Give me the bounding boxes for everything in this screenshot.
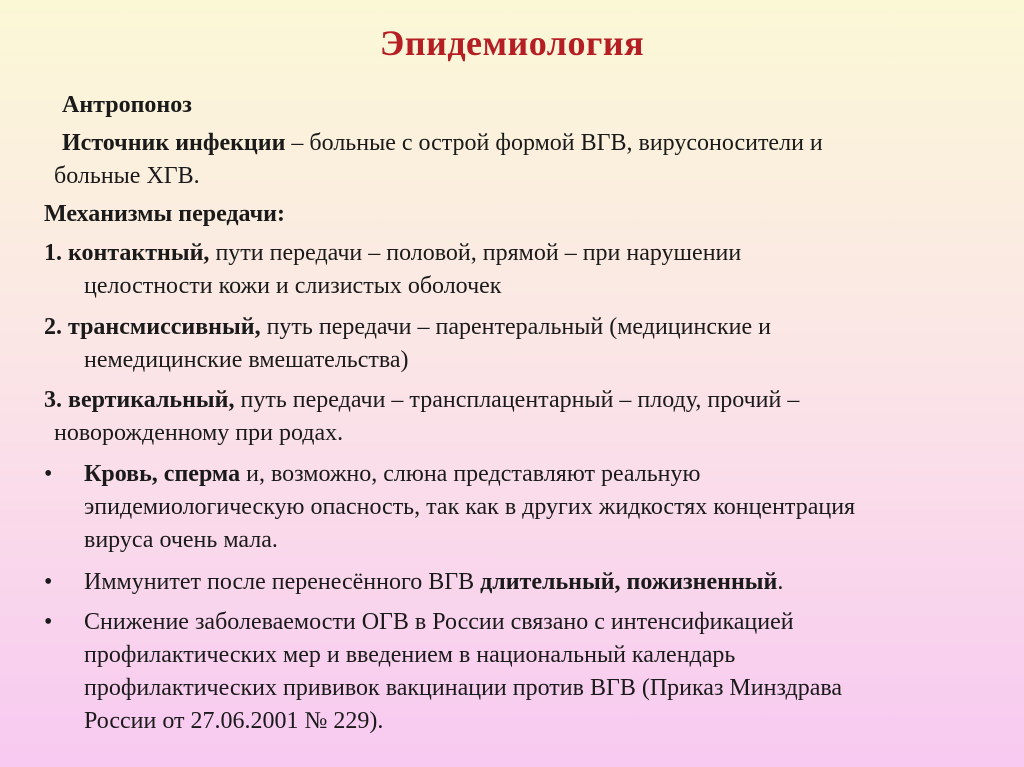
mechanism-contact-text: пути передачи – половой, прямой – при нарушении bbox=[209, 240, 742, 266]
bullet-marker: • bbox=[44, 461, 53, 487]
bullet-blood-text: и, возможно, слюна представляют реальную bbox=[240, 461, 701, 487]
infection-source-label: Источник инфекции bbox=[62, 130, 286, 156]
bullet-immunity-line bbox=[84, 566, 783, 599]
bullet-marker: • bbox=[44, 609, 53, 635]
bullet-blood-line-2: эпидемиологическую опасность, так как в других жидкостях концентрация bbox=[84, 494, 856, 520]
mechanism-transmissive bbox=[44, 311, 771, 344]
infection-source-line bbox=[62, 127, 823, 160]
slide-title: Эпидемиология bbox=[379, 23, 645, 63]
bullet-blood-line-3: вируса очень мала. bbox=[84, 527, 278, 553]
mechanism-vertical-text: путь передачи – трансплацентарный – плоду, прочий – bbox=[234, 387, 800, 413]
mechanism-contact-continuation: целостности кожи и слизистых оболочек bbox=[84, 273, 502, 299]
infection-source-continuation: больные ХГВ. bbox=[54, 163, 200, 189]
mechanisms-heading: Механизмы передачи: bbox=[44, 201, 285, 227]
bullet-decline-line-4: России от 27.06.2001 № 229). bbox=[84, 708, 384, 734]
mechanism-vertical-label: 3. вертикальный, bbox=[44, 387, 235, 413]
mechanism-contact-label: 1. контактный, bbox=[44, 240, 210, 266]
mechanism-vertical bbox=[44, 384, 799, 417]
bullet-immunity-end: . bbox=[777, 569, 784, 595]
bullet-decline-line-2: профилактических мер и введением в национальный календарь bbox=[84, 642, 736, 668]
bullet-marker: • bbox=[44, 569, 53, 595]
mechanism-vertical-continuation: новорожденному при родах. bbox=[54, 420, 344, 446]
bullet-immunity-bold: длительный, пожизненный bbox=[480, 569, 778, 595]
bullet-decline-line-3: профилактических прививок вакцинации против ВГВ (Приказ Минздрава bbox=[84, 675, 843, 701]
mechanism-transmissive-continuation: немедицинские вмешательства) bbox=[84, 347, 409, 373]
bullet-blood-label: Кровь, сперма bbox=[84, 461, 241, 487]
mechanism-transmissive-label: 2. трансмиссивный, bbox=[44, 314, 261, 340]
anthroponosis-label: Антропоноз bbox=[62, 92, 192, 118]
bullet-blood-line bbox=[84, 458, 700, 491]
mechanism-transmissive-text: путь передачи – парентеральный (медицинские и bbox=[260, 314, 771, 340]
mechanism-contact bbox=[44, 237, 741, 270]
infection-source-text: – больные с острой формой ВГВ, вирусоносители и bbox=[285, 130, 823, 156]
bullet-immunity-text: Иммунитет после перенесённого ВГВ bbox=[84, 569, 481, 595]
bullet-decline-line-1: Снижение заболеваемости ОГВ в России связано с интенсификацией bbox=[84, 609, 794, 635]
